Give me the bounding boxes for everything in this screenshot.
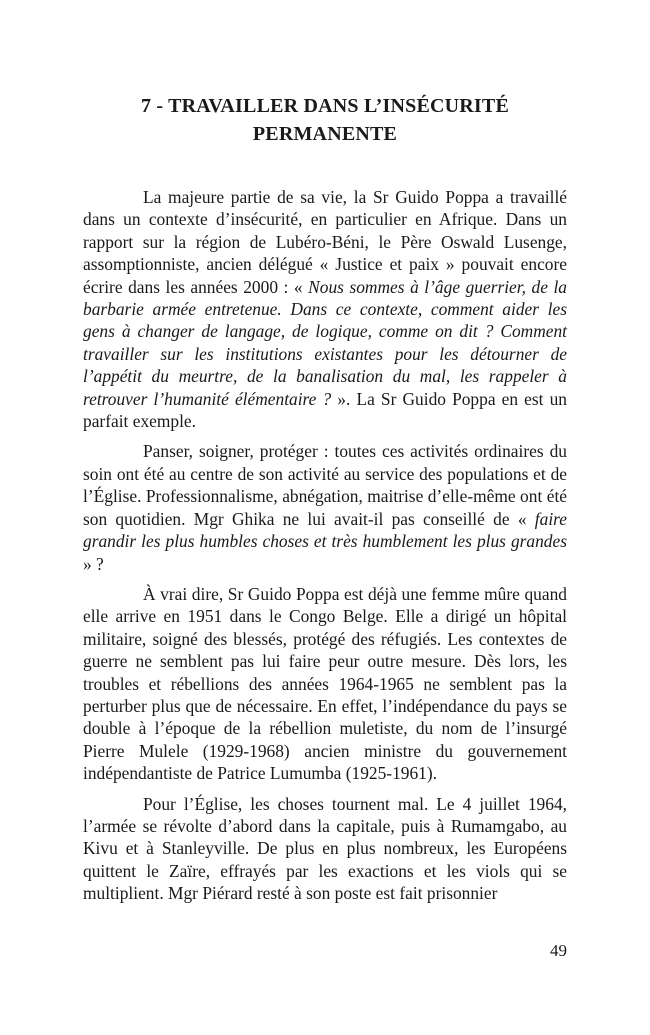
chapter-title-line-1: 7 - TRAVAILLER DANS L’INSÉCURITÉ bbox=[140, 95, 509, 117]
paragraph-1-text-a: La majeure partie de sa vie, la Sr Guido Poppa a travaillé dans un contexte d’insécurité, en particulier en Afrique. Dans un rapport sur la région de Lubéro-Béni, le Père Oswald Lusenge, assomptionniste, ancien délégué « Justice et paix » pouvait encore écrire dans les années 2000 : « bbox=[83, 187, 567, 297]
body-text bbox=[83, 186, 567, 905]
paragraph-2-text-a: Panser, soigner, protéger : toutes ces activités ordinaires du soin ont été au centre de son activité au service des populations et de l’Église. Professionnalisme, abnégation, maitrise d’elle-même ont été son quotidien. Mgr Ghika ne lui avait-il pas conseillé de « bbox=[83, 441, 567, 529]
paragraph-1 bbox=[83, 186, 567, 432]
paragraph-2 bbox=[83, 440, 567, 574]
chapter-title bbox=[0, 92, 650, 148]
paragraph-3: À vrai dire, Sr Guido Poppa est déjà une femme mûre quand elle arrive en 1951 dans le Congo Belge. Elle a dirigé un hôpital militaire, soigné des blessés, protégé des réfugiés. Les contextes de guerre ne semblent pas lui faire peur outre mesure. Dès lors, les troubles et rébellions des années 1964-1965 ne semblent pas la perturber plus que de nécessaire. En effet, l’indépendance du pays se double à l’époque de la rébellion muletiste, du nom de l’insurgé Pierre Mulele (1929-1968) ancien ministre du gouvernement indépendantiste de Patrice Lumumba (1925-1961). bbox=[83, 583, 567, 784]
chapter-title-line-2: PERMANENTE bbox=[252, 123, 398, 145]
paragraph-2-text-b: » ? bbox=[83, 553, 104, 574]
paragraph-1-quote: Nous sommes à l’âge guerrier, de la barbarie armée entretenue. Dans ce contexte, comment aider les gens à changer de langage, de logique, comme on dit ? Comment travailler sur les institutions existantes pour les détourner de l’appétit du meurtre, de la banalisation du mal, les rappeler à retrouver l’humanité élémentaire ? bbox=[83, 276, 567, 409]
paragraph-1-text-b: ». La Sr Guido Poppa en est un parfait exemple. bbox=[83, 388, 567, 432]
paragraph-2-quote: faire grandir les plus humbles choses et très humblement les plus grandes bbox=[83, 508, 567, 552]
page-number: 49 bbox=[550, 941, 567, 960]
paragraph-4: Pour l’Église, les choses tournent mal. Le 4 juillet 1964, l’armée se révolte d’abord dans la capitale, puis à Rumamgabo, au Kivu et à Stanleyville. De plus en plus nombreux, les Européens quittent le Zaïre, effrayés par les exactions et les viols qui se multiplient. Mgr Piérard resté à son poste est fait prisonnier bbox=[83, 793, 567, 904]
